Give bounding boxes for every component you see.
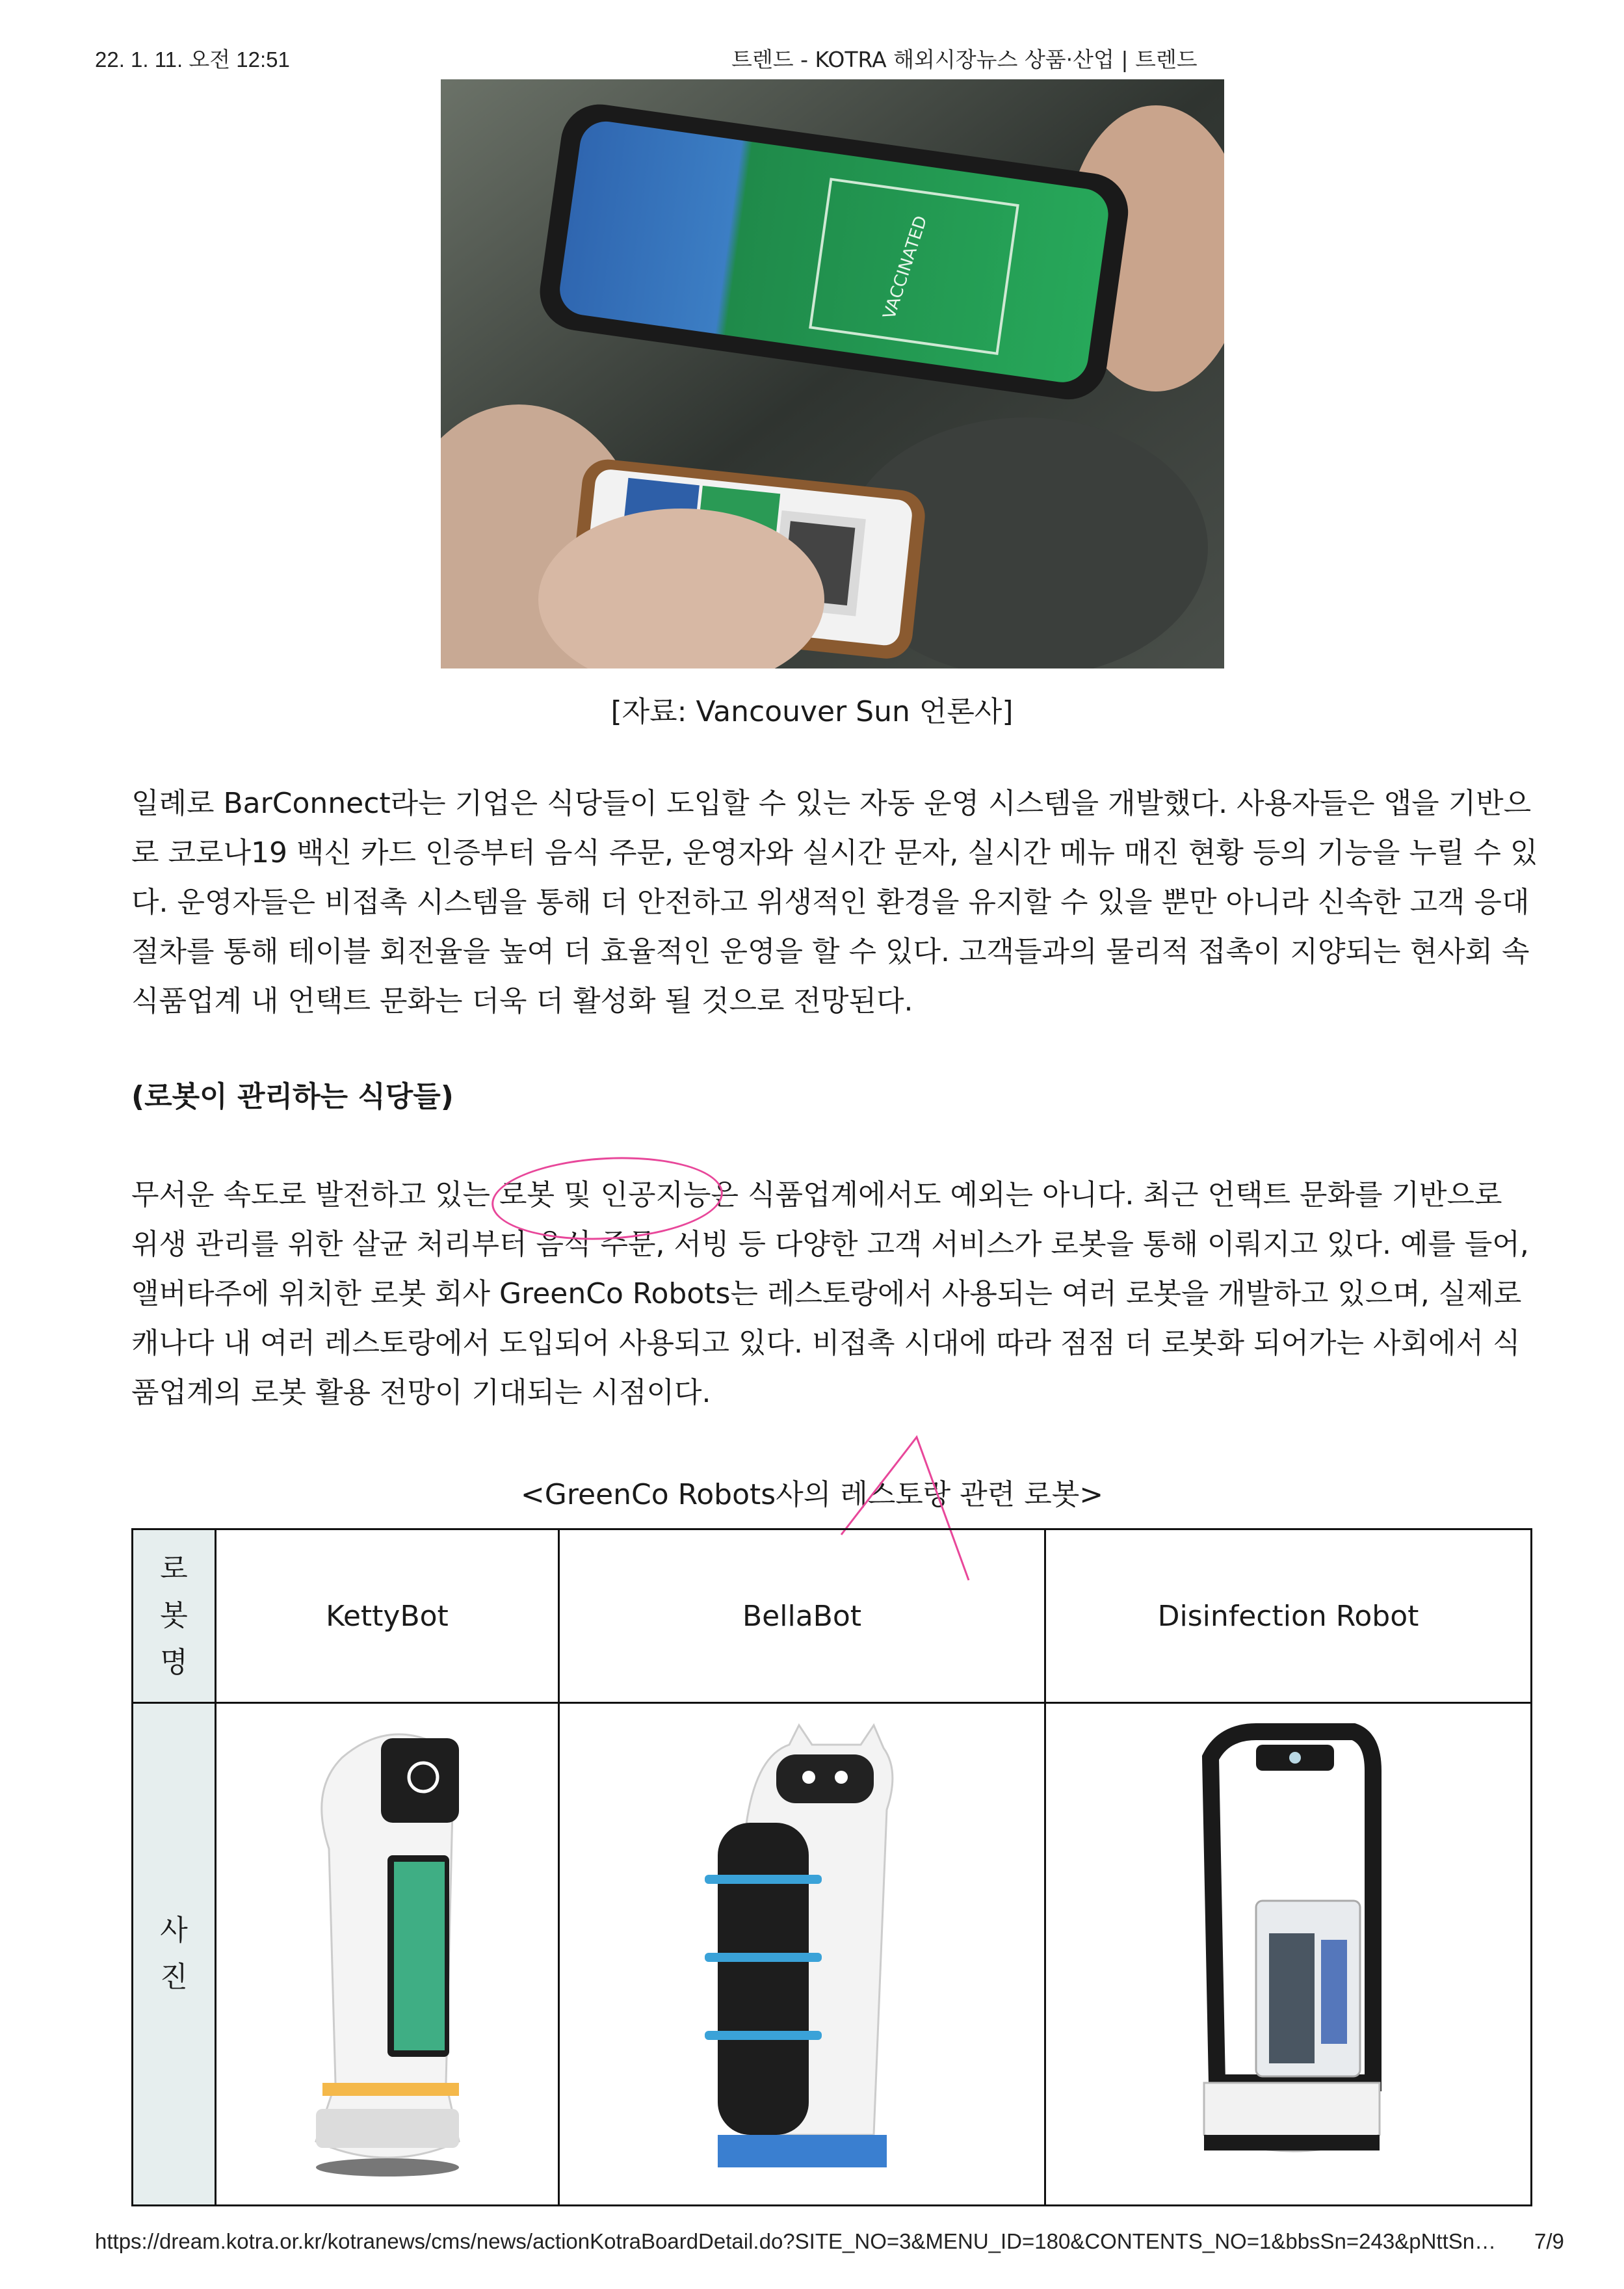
photo-caption: [자료: Vancouver Sun 언론사] (610, 695, 1014, 728)
table-row (133, 1529, 1532, 1703)
table-row (133, 1703, 1532, 2206)
table-caption: <GreenCo Robots사의 레스토랑 관련 로봇> (520, 1478, 1104, 1511)
paragraph-barconnect (131, 779, 1538, 1026)
text-line: 위생 관리를 위한 살균 처리부터 음식 주문, 서빙 등 다양한 고객 서비스가 로봇을 통해 이뤄지고 있다. 예를 들어, (131, 1228, 1529, 1261)
text-line: 다. 운영자들은 비접촉 시스템을 통해 더 안전하고 위생적인 환경을 유지할 수 있을 뿐만 아니라 신속한 고객 응대 (131, 886, 1530, 919)
text-line: 앨버타주에 위치한 로봇 회사 GreenCo Robots는 레스토랑에서 사용되는 여러 로봇을 개발하고 있으며, 실제로 (131, 1277, 1522, 1310)
phones-illustration (441, 79, 1224, 668)
robot-name-bellabot: BellaBot (559, 1529, 1045, 1703)
text-line: 캐나다 내 여러 레스토랑에서 도입되어 사용되고 있다. 비접촉 시대에 따라 점점 더 로봇화 되어가는 사회에서 식 (131, 1327, 1521, 1360)
text-line: 무서운 속도로 발전하고 있는 로봇 및 인공지능은 식품업계에서도 예외는 아니다. 최근 언택트 문화를 기반으로 (131, 1178, 1502, 1211)
disinfection-robot-photo (1045, 1703, 1532, 2206)
robot-name-kettybot: KettyBot (216, 1529, 559, 1703)
print-footer-url: https://dream.kotra.or.kr/kotranews/cms/news/actionKotraBoardDetail.do?SITE_NO=3&MENU_ID=180&CONTENTS_NO=1&bbsSn=243&pNttSn… (95, 2229, 1497, 2253)
row-header-photo: 사 진 (133, 1703, 216, 2206)
text-line: 품업계의 로봇 활용 전망이 기대되는 시점이다. (131, 1376, 711, 1409)
print-datetime: 22. 1. 11. 오전 12:51 (95, 47, 290, 72)
vaccine-card-phones-photo (441, 79, 1224, 668)
section-heading: (로봇이 관리하는 식당들) (131, 1080, 454, 1113)
robots-table (131, 1528, 1532, 2206)
row-header-robot-name: 로 봇 명 (133, 1529, 216, 1703)
text-line: 절차를 통해 테이블 회전율을 높여 더 효율적인 운영을 할 수 있다. 고객들과의 물리적 접촉이 지양되는 현사회 속 (131, 935, 1530, 968)
text-line: 식품업계 내 언택트 문화는 더욱 더 활성화 될 것으로 전망된다. (131, 985, 913, 1018)
print-page-number: 7/9 (1534, 2229, 1564, 2253)
text-line: 일례로 BarConnect라는 기업은 식당들이 도입할 수 있는 자동 운영 시스템을 개발했다. 사용자들은 앱을 기반으 (131, 787, 1532, 820)
bellabot-photo (559, 1703, 1045, 2206)
paragraph-robots (131, 1171, 1529, 1418)
svg-text:VACCINATED: VACCINATED (879, 213, 932, 322)
text-line: 로 코로나19 백신 카드 인증부터 음식 주문, 운영자와 실시간 문자, 실시간 메뉴 매진 현황 등의 기능을 누릴 수 있 (131, 836, 1538, 869)
print-page-title: 트렌드 - KOTRA 해외시장뉴스 상품·산업 | 트렌드 (731, 47, 1198, 72)
robot-name-disinfection: Disinfection Robot (1045, 1529, 1532, 1703)
kettybot-photo (216, 1703, 559, 2206)
